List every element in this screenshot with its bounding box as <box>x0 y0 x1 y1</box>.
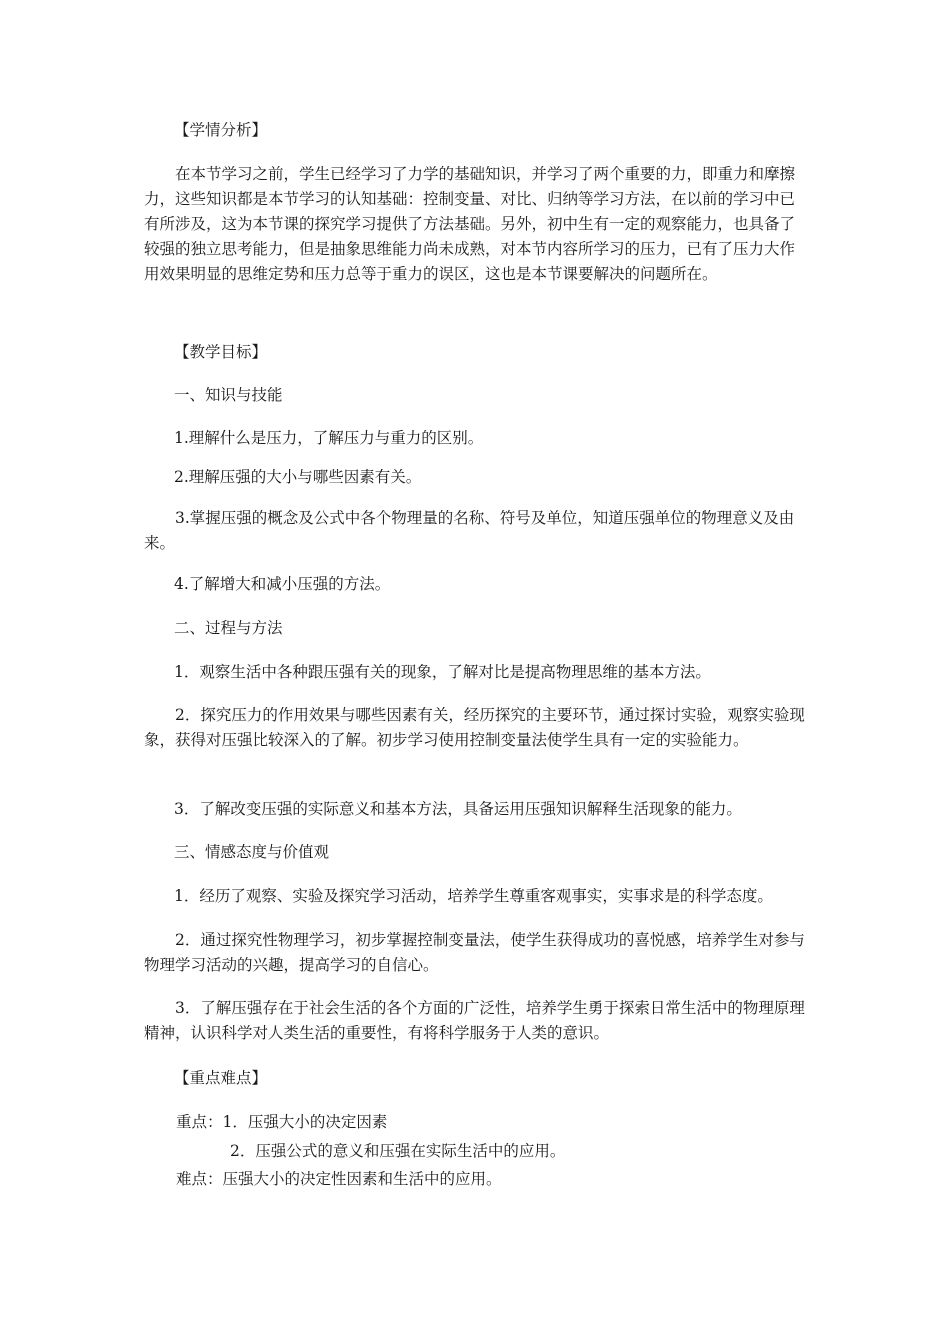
goal-process-item-1: 1．观察生活中各种跟压强有关的现象，了解对比是提高物理思维的基本方法。 <box>174 663 711 681</box>
heading-teaching-goals: 【教学目标】 <box>174 343 268 361</box>
goal-process-item-2: 2．探究压力的作用效果与哪些因素有关，经历探究的主要环节，通过探讨实验，观察实验现象，获得对压强比较深入的了解。初步学习使用控制变量法使学生具有一定的实验能力。 <box>144 706 805 749</box>
key-point-line-2: 2．压强公式的意义和压强在实际生活中的应用。 <box>230 1142 566 1160</box>
goal-knowledge-item-4: 4.了解增大和减小压强的方法。 <box>174 575 391 593</box>
heading-student-analysis: 【学情分析】 <box>174 121 268 139</box>
goal-knowledge-item-3: 3.掌握压强的概念及公式中各个物理量的名称、符号及单位，知道压强单位的物理意义及由来。 <box>144 509 795 552</box>
subheading-knowledge-skills: 一、知识与技能 <box>174 386 283 404</box>
paragraph-student-analysis: 在本节学习之前，学生已经学习了力学的基础知识，并学习了两个重要的力，即重力和摩擦力，这些知识都是本节学习的认知基础：控制变量、对比、归纳等学习方法，在以前的学习中已有所涉及，这为本节课的探究学习提供了方法基础。另外，初中生有一定的观察能力，也具备了较强的独立思考能力，但是抽象思维能力尚未成熟，对本节内容所学习的压力，已有了压力大作用效果明显的思维定势和压力总等于重力的误区，这也是本节课要解决的问题所在。 <box>144 165 796 283</box>
goal-attitude-item-1: 1．经历了观察、实验及探究学习活动，培养学生尊重客观事实，实事求是的科学态度。 <box>174 887 773 905</box>
goal-attitude-item-2: 2．通过探究性物理学习，初步掌握控制变量法，使学生获得成功的喜悦感，培养学生对参与物理学习活动的兴趣，提高学习的自信心。 <box>144 931 805 974</box>
heading-key-difficult-points: 【重点难点】 <box>174 1069 268 1087</box>
goal-knowledge-item-1: 1.理解什么是压力，了解压力与重力的区别。 <box>174 429 484 447</box>
key-point-line-1: 重点：1．压强大小的决定因素 <box>176 1113 388 1131</box>
goal-knowledge-item-2: 2.理解压强的大小与哪些因素有关。 <box>174 468 422 486</box>
goal-process-item-3: 3．了解改变压强的实际意义和基本方法，具备运用压强知识解释生活现象的能力。 <box>174 800 742 818</box>
difficult-point-line: 难点：压强大小的决定性因素和生活中的应用。 <box>176 1170 502 1188</box>
subheading-attitude-values: 三、情感态度与价值观 <box>174 843 330 861</box>
goal-attitude-item-3: 3．了解压强存在于社会生活的各个方面的广泛性，培养学生勇于探索日常生活中的物理原理精神，认识科学对人类生活的重要性，有将科学服务于人类的意识。 <box>144 999 805 1042</box>
subheading-process-methods: 二、过程与方法 <box>174 619 283 637</box>
